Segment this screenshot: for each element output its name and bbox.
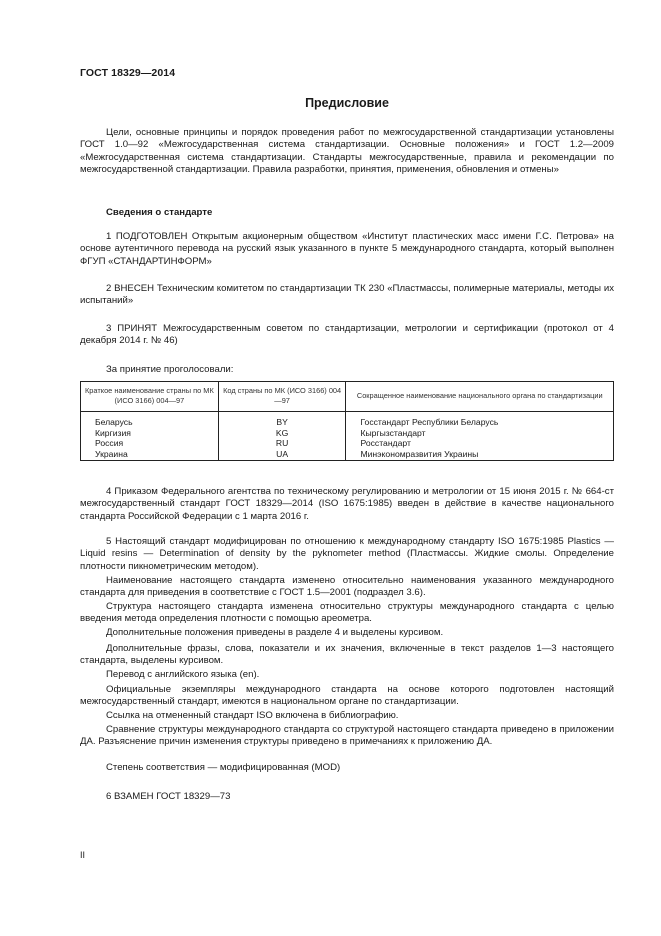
item-5-para-5: Дополнительные фразы, слова, показатели и их значения, включенные в текст разделов 1—3 настоящего стандарта, выделены курсивом. <box>80 643 614 667</box>
item-1: 1 ПОДГОТОВЛЕН Открытым акционерным обществом «Институт пластических масс имени Г.С. Петрова» на основе аутентичного перевода на русский язык указанного в пункте 5 международного стандарта, который выполнен ФГУП «СТАНДАРТИНФОРМ» <box>80 231 614 267</box>
cell-body: Минэкономразвития Украины <box>346 449 614 461</box>
intro-paragraph: Цели, основные принципы и порядок проведения работ по межгосударственной стандартизации установлены ГОСТ 1.0—92 «Межгосударственная система стандартизации. Основные положения» и ГОСТ 1.2—2009 «Межгосударственная система стандартизации. Стандарты межгосударственные, правила и рекомендации по межгосударственной стандартизации. Правила разработки, принятия, применения, обновления и отмены» <box>80 127 614 176</box>
item-5-para-4: Дополнительные положения приведены в разделе 4 и выделены курсивом. <box>106 627 444 638</box>
table-row <box>81 428 614 439</box>
table-row <box>81 438 614 449</box>
cell-code: KG <box>218 428 346 439</box>
cell-code: BY <box>218 412 346 428</box>
item-5-para-10: Степень соответствия — модифицированная (MOD) <box>106 762 341 773</box>
vote-label: За принятие проголосовали: <box>106 364 234 375</box>
item-5-para-3: Структура настоящего стандарта изменена относительно структуры международного стандарта с целью введения метода определения плотности с помощью ареометра. <box>80 601 614 625</box>
item-5-para-7: Официальные экземпляры международного стандарта на основе которого подготовлен настоящий межгосударственный стандарт, имеются в национальном органе по стандартизации. <box>80 684 614 708</box>
page-title: Предисловие <box>305 96 389 110</box>
item-3: 3 ПРИНЯТ Межгосударственным советом по стандартизации, метрологии и сертификации (протокол от 4 декабря 2014 г. № 46) <box>80 323 614 347</box>
cell-body: Кыргызстандарт <box>346 428 614 439</box>
item-6: 6 ВЗАМЕН ГОСТ 18329—73 <box>106 791 231 802</box>
section-heading: Сведения о стандарте <box>106 207 213 218</box>
item-4: 4 Приказом Федерального агентства по техническому регулированию и метрологии от 15 июня 2015 г. № 664-ст межгосударственный стандарт ГОСТ 18329—2014 (ISO 1675:1985) введен в действие в качестве национального стандарта Российской Федерации с 1 марта 2016 г. <box>80 486 614 522</box>
header-national-body: Сокращенное наименование национального органа по стандартизации <box>346 382 614 412</box>
header-country-name: Краткое наименование страны по МК (ИСО 3166) 004—97 <box>81 382 219 412</box>
item-5-para-2: Наименование настоящего стандарта изменено относительно наименования указанного международного стандарта для приведения в соответствие с ГОСТ 1.5—2001 (подраздел 3.6). <box>80 575 614 599</box>
cell-country: Беларусь <box>81 412 219 428</box>
table-row <box>81 412 614 428</box>
table-row <box>81 449 614 461</box>
page-number: II <box>80 850 86 860</box>
item-5-para-8: Ссылка на отмененный стандарт ISO включена в библиографию. <box>106 710 399 721</box>
cell-country: Россия <box>81 438 219 449</box>
header-country-code: Код страны по МК (ИСО 3166) 004—97 <box>218 382 346 412</box>
cell-body: Госстандарт Республики Беларусь <box>346 412 614 428</box>
table-header-row <box>81 382 614 412</box>
cell-country: Киргизия <box>81 428 219 439</box>
cell-country: Украина <box>81 449 219 461</box>
document-header: ГОСТ 18329—2014 <box>80 67 176 79</box>
voting-table <box>80 381 614 461</box>
cell-code: RU <box>218 438 346 449</box>
item-5-para-9: Сравнение структуры международного стандарта со структурой настоящего стандарта приведено в приложении ДА. Разъяснение причин изменения структуры приведено в примечаниях к приложению ДА. <box>80 724 614 748</box>
cell-code: UA <box>218 449 346 461</box>
item-5-para-6: Перевод с английского языка (en). <box>106 669 260 680</box>
cell-body: Росстандарт <box>346 438 614 449</box>
item-5-para-1: 5 Настоящий стандарт модифицирован по отношению к международному стандарту ISO 1675:1985 Plastics — Liquid resins — Determination of density by the pyknometer method (Пластмассы. Жидкие смолы. Определение плотности пикнометрическим методом). <box>80 536 614 572</box>
item-2: 2 ВНЕСЕН Техническим комитетом по стандартизации ТК 230 «Пластмассы, полимерные материалы, методы их испытаний» <box>80 283 614 307</box>
